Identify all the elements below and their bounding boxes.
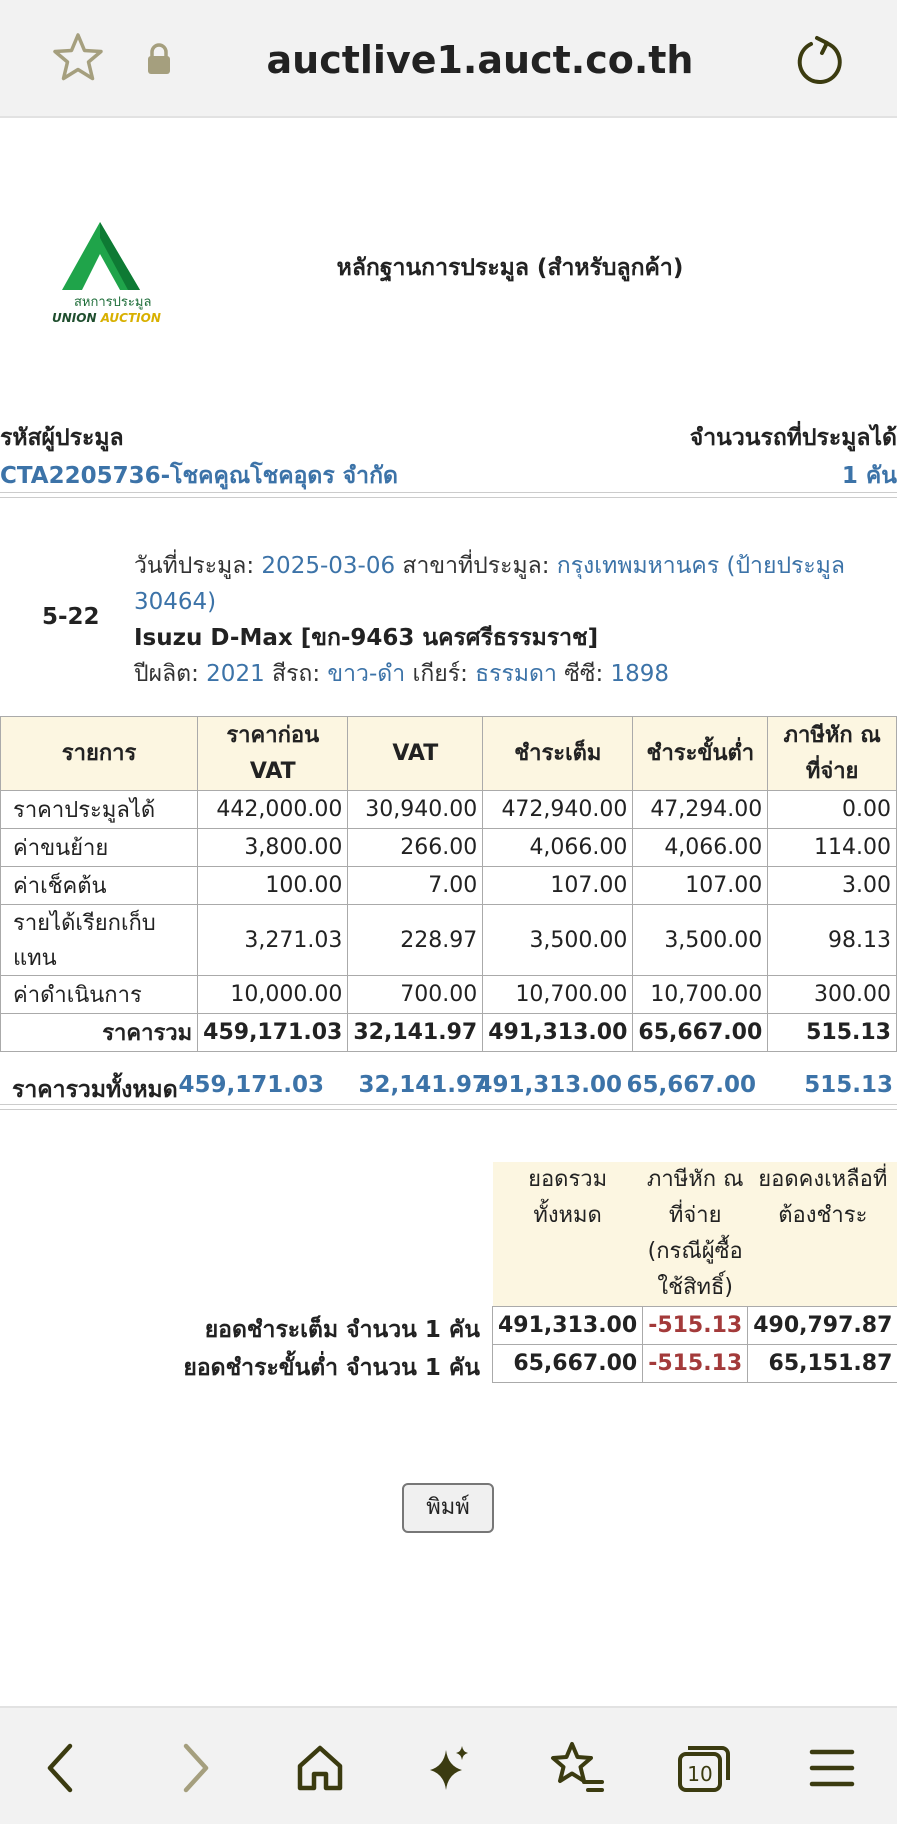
cell-value: 472,940.00 xyxy=(483,791,633,829)
star-icon[interactable] xyxy=(50,30,106,86)
car-specs xyxy=(134,656,874,692)
menu-icon[interactable] xyxy=(802,1738,862,1798)
row-label: ราคารวม xyxy=(1,1014,198,1052)
logo-text-th: สหการประมูล xyxy=(74,295,152,310)
price-table xyxy=(0,716,897,1052)
cell-value: 300.00 xyxy=(768,976,897,1014)
table-row xyxy=(493,1345,897,1383)
cell-value: 515.13 xyxy=(768,1014,897,1052)
document-title: หลักฐานการประมูล (สำหรับลูกค้า) xyxy=(336,255,684,281)
grand-total-value: 65,667.00 xyxy=(626,1072,756,1098)
cell-value: 3,500.00 xyxy=(483,905,633,976)
column-header: ภาษีหัก ณ ที่จ่าย xyxy=(768,717,897,791)
summary-total: 491,313.00 xyxy=(493,1307,643,1345)
car-year: 2021 xyxy=(206,661,265,687)
lot-info xyxy=(134,548,874,692)
cell-value: 442,000.00 xyxy=(198,791,348,829)
cell-value: 3,500.00 xyxy=(633,905,768,976)
cars-won-label: จำนวนรถที่ประมูลได้ xyxy=(689,425,897,451)
tabs-icon[interactable] xyxy=(674,1738,734,1798)
cell-value: 30,940.00 xyxy=(348,791,483,829)
print-button[interactable]: พิมพ์ xyxy=(402,1483,494,1533)
min-payment-label: ยอดชำระขั้นต่ำ จำนวน 1 คัน xyxy=(183,1355,480,1381)
cell-value: 266.00 xyxy=(348,829,483,867)
browser-bottom-bar xyxy=(0,1706,897,1824)
logo-text-en-1: UNION xyxy=(52,311,101,325)
lot-number: 5-22 xyxy=(42,604,100,630)
grand-total-label: ราคารวมทั้งหมด xyxy=(12,1077,178,1103)
column-header: ยอดคงเหลือที่ต้องชำระ xyxy=(748,1162,897,1307)
payment-summary-table xyxy=(492,1162,897,1383)
table-row xyxy=(1,867,897,905)
table-row xyxy=(1,976,897,1014)
bidder-code-value: CTA2205736-โชคคูณโชคอุดร จำกัด xyxy=(0,463,398,489)
favorites-icon[interactable] xyxy=(546,1738,606,1798)
grand-total-value: 515.13 xyxy=(804,1072,893,1098)
row-label: ค่าเช็คต้น xyxy=(1,867,198,905)
grand-total-value: 491,313.00 xyxy=(476,1072,622,1098)
car-color: ขาว-ดำ xyxy=(327,661,406,687)
row-label: ค่าดำเนินการ xyxy=(1,976,198,1014)
cell-value: 32,141.97 xyxy=(348,1014,483,1052)
divider xyxy=(0,1104,897,1110)
cell-value: 10,700.00 xyxy=(483,976,633,1014)
year-label: ปีผลิต: xyxy=(134,661,207,687)
cell-value: 700.00 xyxy=(348,976,483,1014)
cell-value: 4,066.00 xyxy=(483,829,633,867)
union-auction-logo xyxy=(48,218,168,326)
reload-icon[interactable] xyxy=(790,32,846,88)
lock-icon[interactable] xyxy=(142,42,176,76)
summary-tax: -515.13 xyxy=(643,1345,748,1383)
cell-value: 10,700.00 xyxy=(633,976,768,1014)
color-label: สีรถ: xyxy=(264,661,328,687)
cell-value: 3,271.03 xyxy=(198,905,348,976)
column-header: ยอดรวมทั้งหมด xyxy=(493,1162,643,1307)
cell-value: 10,000.00 xyxy=(198,976,348,1014)
logo-text-en-2: AUCTION xyxy=(100,311,161,325)
cell-value: 65,667.00 xyxy=(633,1014,768,1052)
grand-total-value: 459,171.03 xyxy=(178,1072,324,1098)
svg-text:UNION AUCTION xyxy=(52,311,161,325)
auction-branch: กรุงเทพมหานคร (ป้ายประมูล 30464) xyxy=(134,553,846,615)
table-row xyxy=(1,905,897,976)
column-header: ชำระเต็ม xyxy=(483,717,633,791)
cell-value: 4,066.00 xyxy=(633,829,768,867)
bidder-code-label: รหัสผู้ประมูล xyxy=(0,425,124,451)
cell-value: 107.00 xyxy=(633,867,768,905)
cell-value: 459,171.03 xyxy=(198,1014,348,1052)
column-header: รายการ xyxy=(1,717,198,791)
grand-total-row xyxy=(0,1068,897,1108)
table-header xyxy=(1,717,897,791)
cell-value: 114.00 xyxy=(768,829,897,867)
url-bar[interactable]: auctlive1.auct.co.th xyxy=(266,38,694,82)
cell-value: 3,800.00 xyxy=(198,829,348,867)
summary-balance: 490,797.87 xyxy=(748,1307,897,1345)
column-header: ภาษีหัก ณ ที่จ่าย (กรณีผู้ซื้อใช้สิทธิ์) xyxy=(643,1162,748,1307)
tab-count: 10 xyxy=(687,1762,713,1786)
date-label: วันที่ประมูล: xyxy=(134,553,262,579)
summary-tax: -515.13 xyxy=(643,1307,748,1345)
cell-value: 107.00 xyxy=(483,867,633,905)
home-icon[interactable] xyxy=(290,1738,350,1798)
full-payment-label: ยอดชำระเต็ม จำนวน 1 คัน xyxy=(204,1317,480,1343)
branch-label: สาขาที่ประมูล: xyxy=(395,553,557,579)
forward-icon[interactable] xyxy=(164,1738,224,1798)
cc-label: ซีซี: xyxy=(556,661,611,687)
car-model: Isuzu D-Max [ขก-9463 นครศรีธรรมราช] xyxy=(134,625,599,651)
sparkle-icon[interactable] xyxy=(418,1738,478,1798)
column-header: VAT xyxy=(348,717,483,791)
cell-value: 0.00 xyxy=(768,791,897,829)
sum-row xyxy=(1,1014,897,1052)
table-row xyxy=(493,1307,897,1345)
cell-value: 98.13 xyxy=(768,905,897,976)
cars-won-value: 1 คัน xyxy=(841,463,897,489)
lot-date-branch xyxy=(134,548,874,620)
cell-value: 7.00 xyxy=(348,867,483,905)
column-header: ชำระขั้นต่ำ xyxy=(633,717,768,791)
browser-top-bar xyxy=(0,0,897,118)
table-row xyxy=(1,829,897,867)
cell-value: 491,313.00 xyxy=(483,1014,633,1052)
column-header: ราคาก่อน VAT xyxy=(198,717,348,791)
auction-date: 2025-03-06 xyxy=(261,553,396,579)
summary-total: 65,667.00 xyxy=(493,1345,643,1383)
car-gear: ธรรมดา xyxy=(475,661,557,687)
divider xyxy=(0,492,897,498)
cell-value: 47,294.00 xyxy=(633,791,768,829)
car-cc: 1898 xyxy=(610,661,670,687)
table-row xyxy=(1,791,897,829)
gear-label: เกียร์: xyxy=(405,661,476,687)
row-label: รายได้เรียกเก็บแทน xyxy=(1,905,198,976)
table-header xyxy=(493,1162,897,1307)
summary-balance: 65,151.87 xyxy=(748,1345,897,1383)
back-icon[interactable] xyxy=(32,1738,92,1798)
cell-value: 228.97 xyxy=(348,905,483,976)
grand-total-value: 32,141.97 xyxy=(358,1072,488,1098)
row-label: ค่าขนย้าย xyxy=(1,829,198,867)
row-label: ราคาประมูลได้ xyxy=(1,791,198,829)
cell-value: 100.00 xyxy=(198,867,348,905)
cell-value: 3.00 xyxy=(768,867,897,905)
